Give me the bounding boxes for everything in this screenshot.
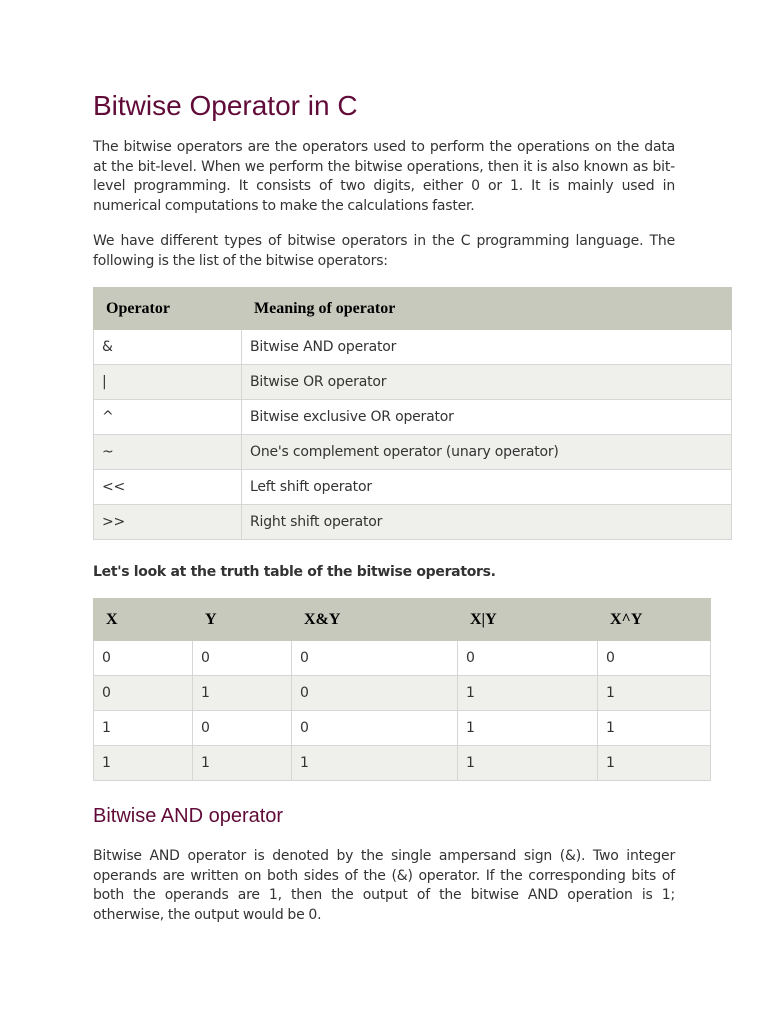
- operator-symbol: <<: [94, 470, 242, 505]
- header-or: X|Y: [458, 599, 598, 641]
- section-heading-bitwise-and: Bitwise AND operator: [93, 805, 284, 827]
- operator-symbol: |: [94, 365, 242, 400]
- operator-meaning: Bitwise AND operator: [242, 330, 732, 365]
- table-row: [94, 505, 732, 540]
- truth-table: [93, 598, 711, 781]
- operator-meaning: Left shift operator: [242, 470, 732, 505]
- cell: 0: [458, 641, 598, 676]
- cell: 0: [193, 641, 292, 676]
- and-paragraph: Bitwise AND operator is denoted by the single ampersand sign (&). Two integer operands are written on both sides of the (&) operator. If the corresponding bits of both the operands are 1, then the output of the bitwise AND operation is 1; otherwise, the output would be 0.: [93, 848, 675, 923]
- cell: 1: [94, 711, 193, 746]
- operator-meaning: Right shift operator: [242, 505, 732, 540]
- page-title: Bitwise Operator in C: [93, 90, 358, 121]
- table-row: [94, 435, 732, 470]
- table-row: [94, 470, 732, 505]
- operator-meaning: One's complement operator (unary operator): [242, 435, 732, 470]
- operator-meaning: Bitwise OR operator: [242, 365, 732, 400]
- cell: 1: [193, 746, 292, 781]
- truth-table-header: [94, 599, 711, 641]
- cell: 1: [598, 711, 711, 746]
- cell: 1: [458, 711, 598, 746]
- cell: 0: [292, 676, 458, 711]
- operator-symbol: &: [94, 330, 242, 365]
- cell: 1: [94, 746, 193, 781]
- table-row: [94, 676, 711, 711]
- operator-symbol: ^: [94, 400, 242, 435]
- header-xor: X^Y: [598, 599, 711, 641]
- table-row: [94, 365, 732, 400]
- operator-symbol: >>: [94, 505, 242, 540]
- table-row: [94, 400, 732, 435]
- operators-table: [93, 287, 732, 540]
- header-y: Y: [193, 599, 292, 641]
- truth-table-lead: Let's look at the truth table of the bitwise operators.: [93, 564, 496, 580]
- cell: 1: [193, 676, 292, 711]
- table-row: [94, 641, 711, 676]
- cell: 0: [598, 641, 711, 676]
- operators-table-header: [94, 288, 732, 330]
- cell: 1: [598, 746, 711, 781]
- cell: 0: [292, 641, 458, 676]
- cell: 0: [193, 711, 292, 746]
- operator-meaning: Bitwise exclusive OR operator: [242, 400, 732, 435]
- header-and: X&Y: [292, 599, 458, 641]
- cell: 0: [94, 641, 193, 676]
- table-row: [94, 746, 711, 781]
- article: [93, 88, 733, 941]
- cell: 1: [598, 676, 711, 711]
- cell: 1: [292, 746, 458, 781]
- intro-paragraph: The bitwise operators are the operators used to perform the operations on the data at the bit-level. When we perform the bitwise operations, then it is also known as bit-level programming. It consists of two digits, either 0 or 1. It is mainly used in numerical computations to make the calculations faster.: [93, 139, 675, 214]
- cell: 1: [458, 676, 598, 711]
- cell: 1: [458, 746, 598, 781]
- types-paragraph: We have different types of bitwise operators in the C programming language. The following is the list of the bitwise operators:: [93, 233, 675, 269]
- operator-symbol: ~: [94, 435, 242, 470]
- header-operator: Operator: [94, 288, 242, 330]
- cell: 0: [94, 676, 193, 711]
- cell: 0: [292, 711, 458, 746]
- header-meaning: Meaning of operator: [242, 288, 732, 330]
- table-row: [94, 711, 711, 746]
- header-x: X: [94, 599, 193, 641]
- table-row: [94, 330, 732, 365]
